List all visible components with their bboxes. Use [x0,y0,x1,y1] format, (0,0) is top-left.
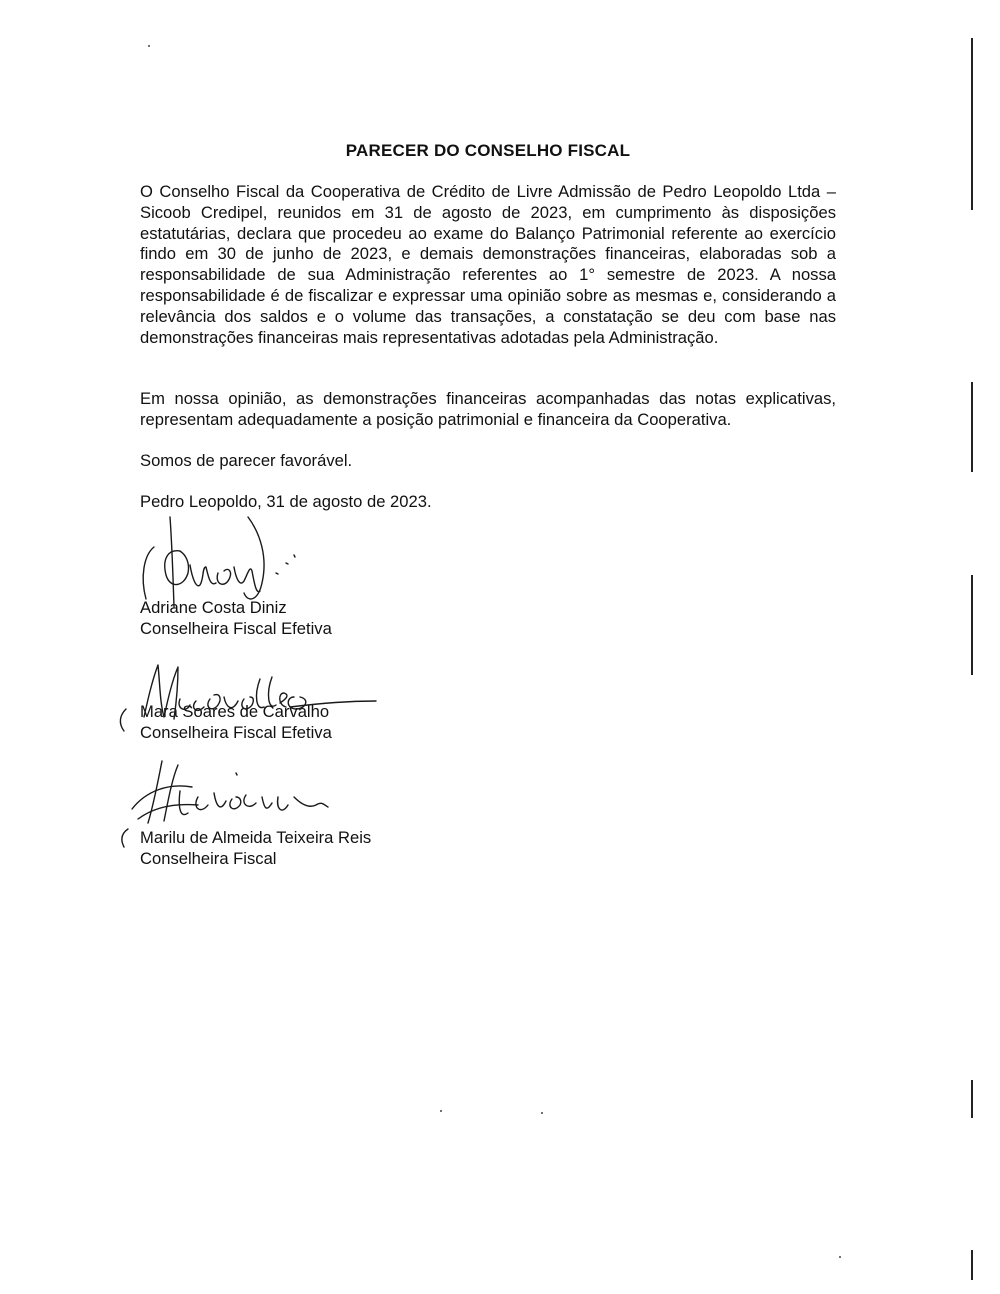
scan-edge-mark-3 [971,575,973,675]
scan-edge-mark-1 [971,38,973,210]
scan-edge-mark-2 [971,382,973,472]
scan-speck-1 [148,45,150,47]
opinion-paragraph-1: O Conselho Fiscal da Cooperativa de Crédito de Livre Admissão de Pedro Leopoldo Ltda – Sicoob Credipel, reunidos em 31 de agosto de 2023, em cumprimento às disposições estatutárias, declara que procedeu ao exame do Balanço Patrimonial referente ao exercício findo em 30 de junho de 2023, e demais demonstrações financeiras, elaboradas sob a responsabilidade de sua Administração referentes ao 1° semestre de 2023. A nossa responsabilidade é de fiscalizar e expressar uma opinião sobre as mesmas e, considerando a relevância dos saldos e o volume das transações, a constatação se deu com base nas demonstrações financeiras mais representativas adotadas pela Administração. [140,182,836,347]
scan-speck-3 [839,1256,841,1258]
signatory-1-name: Adriane Costa Diniz [140,598,287,617]
conclusion-paragraph: Somos de parecer favorável. [140,451,353,470]
signature-block-1 [140,597,540,639]
signature-block-2 [140,701,540,743]
handwritten-signature-3 [118,757,358,857]
signatory-1-role: Conselheira Fiscal Efetiva [140,619,332,638]
signatory-2-role: Conselheira Fiscal Efetiva [140,723,332,742]
scan-speck-2 [440,1110,442,1112]
document-title: PARECER DO CONSELHO FISCAL [345,141,631,160]
scan-speck-4 [541,1112,543,1114]
handwritten-signature-1 [136,515,316,610]
handwritten-signature-2 [114,659,384,739]
signatory-3-name: Marilu de Almeida Teixeira Reis [140,828,372,847]
opinion-paragraph-2: Em nossa opinião, as demonstrações financeiras acompanhadas das notas explicativas, representam adequadamente a posição patrimonial e financeira da Cooperativa. [140,389,836,429]
signatory-2-name: Mara Soares de Carvalho [140,702,330,721]
place-date-line: Pedro Leopoldo, 31 de agosto de 2023. [140,492,432,511]
signatory-3-role: Conselheira Fiscal [140,849,277,868]
signature-block-3 [140,827,540,869]
scan-edge-mark-5 [971,1250,973,1280]
scan-edge-mark-4 [971,1080,973,1118]
